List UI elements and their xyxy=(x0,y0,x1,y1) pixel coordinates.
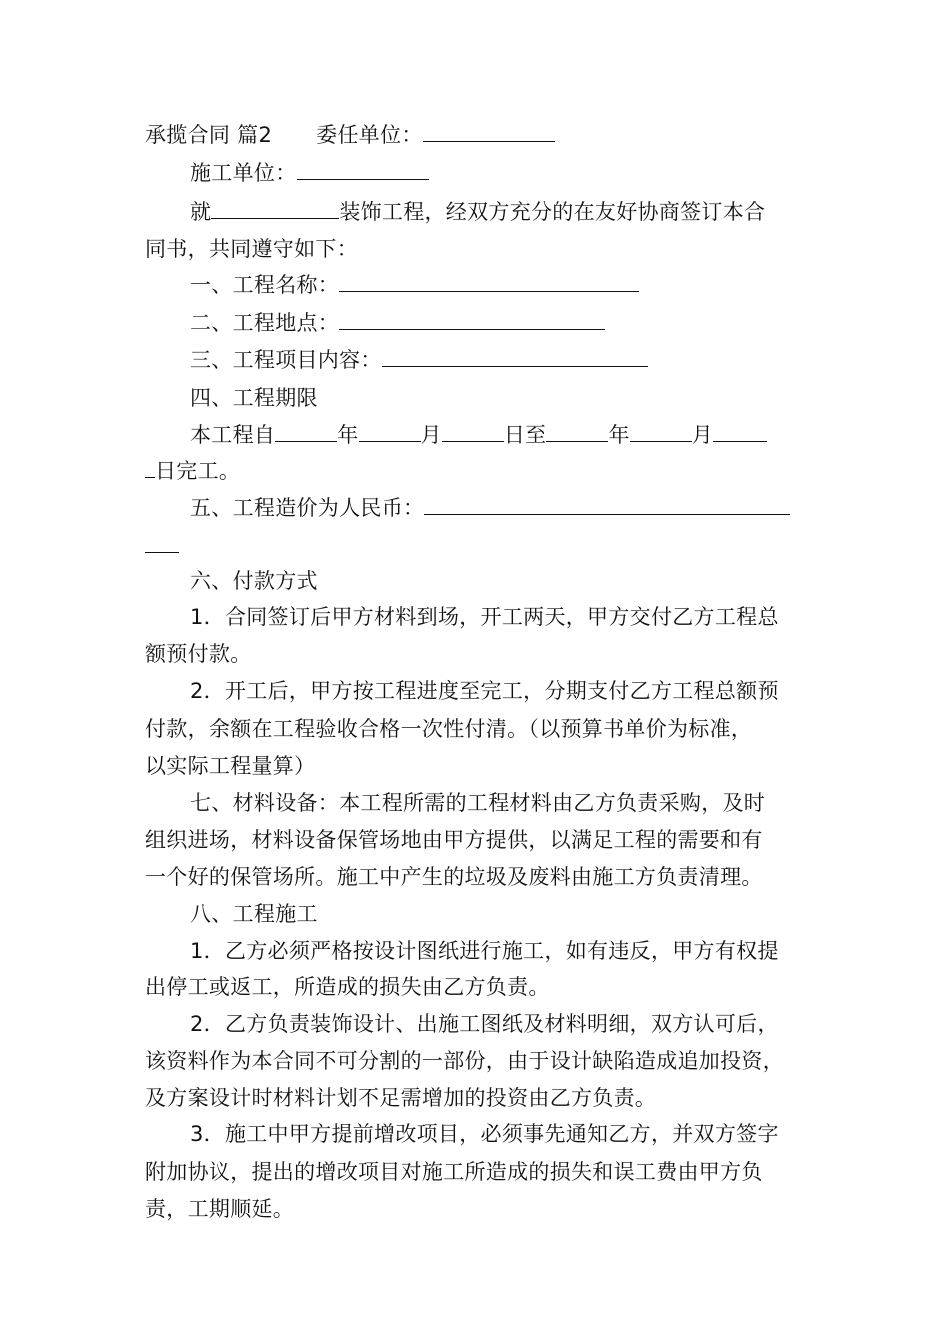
p6-2-line3: 以实际工程量算） xyxy=(145,754,316,778)
item6-title: 六、付款方式 xyxy=(190,569,318,593)
p8-2-line2: 该资料作为本合同不可分割的一部份，由于设计缺陷造成追加投资， xyxy=(145,1049,784,1073)
item3-line xyxy=(190,346,810,374)
period-start: 本工程自 xyxy=(190,423,276,447)
item3-blank xyxy=(382,346,648,367)
p7-line1: 七、材料设备：本工程所需的工程材料由乙方负责采购，及时 xyxy=(190,791,766,815)
intro-suffix: 装饰工程，经双方充分的在友好协商签订本合 xyxy=(339,200,766,224)
p8-2-line1: 2．乙方负责装饰设计、出施工图纸及材料明细，双方认可后， xyxy=(190,1012,779,1036)
item2-label: 二、工程地点： xyxy=(190,311,340,335)
p7-line2: 组织进场，材料设备保管场地由甲方提供，以满足工程的需要和有 xyxy=(145,828,763,852)
end-year-blank xyxy=(546,421,608,442)
project-blank xyxy=(211,198,339,219)
end-day-blank xyxy=(713,421,767,442)
p8-2-line3: 及方案设计时材料计划不足需增加的投资由乙方负责。 xyxy=(145,1086,657,1110)
p8-1-line1: 1．乙方必须严格按设计图纸进行施工，如有违反，甲方有权提 xyxy=(190,939,779,963)
period-end: 日完工。 xyxy=(155,459,241,483)
intro-continuation: 同书，共同遵守如下： xyxy=(145,237,358,261)
end-day-blank-cont xyxy=(145,457,155,478)
contractor-label: 施工单位： xyxy=(190,161,297,185)
item1-label: 一、工程名称： xyxy=(190,273,340,297)
period-line xyxy=(190,421,810,449)
start-day-blank xyxy=(442,421,504,442)
p6-2-line2: 付款，余额在工程验收合格一次性付清。（以预算书单价为标准， xyxy=(145,717,753,741)
p8-3-line1: 3．施工中甲方提前增改项目，必须事先通知乙方，并双方签字 xyxy=(190,1122,779,1146)
client-blank xyxy=(423,121,555,142)
client-label: 委任单位： xyxy=(316,123,423,147)
day-to-text: 日至 xyxy=(503,423,547,447)
document-heading: 承揽合同 篇2 xyxy=(145,123,273,147)
p6-1-line2: 额预付款。 xyxy=(145,642,252,666)
contractor-blank xyxy=(297,159,429,180)
item1-line xyxy=(190,271,810,299)
period-end-line xyxy=(145,457,810,485)
end-month-unit: 月 xyxy=(691,423,714,447)
end-year-unit: 年 xyxy=(608,423,630,447)
price-blank-cont xyxy=(145,532,179,553)
heading-line xyxy=(145,121,810,149)
p8-3-line2: 附加协议，提出的增改项目对施工所造成的损失和误工费由甲方负 xyxy=(145,1160,763,1184)
item2-blank xyxy=(339,309,605,330)
contractor-line xyxy=(190,159,810,187)
intro-prefix: 就 xyxy=(190,200,212,224)
item5-continuation xyxy=(145,532,810,560)
p6-1-line1: 1．合同签订后甲方材料到场，开工两天，甲方交付乙方工程总 xyxy=(190,605,779,629)
item3-label: 三、工程项目内容： xyxy=(190,348,382,372)
item5-line xyxy=(190,494,810,522)
p7-line3: 一个好的保管场所。施工中产生的垃圾及废料由施工方负责清理。 xyxy=(145,865,763,889)
item2-line xyxy=(190,309,810,337)
item8-title: 八、工程施工 xyxy=(190,902,318,926)
intro-line xyxy=(190,198,810,226)
end-month-blank xyxy=(630,421,692,442)
p6-2-line1: 2．开工后，甲方按工程进度至完工，分期支付乙方工程总额预 xyxy=(190,679,779,703)
price-blank xyxy=(424,494,790,515)
p8-3-line3: 责，工期顺延。 xyxy=(145,1197,295,1221)
start-month-unit: 月 xyxy=(420,423,442,447)
item4-title: 四、工程期限 xyxy=(190,386,318,410)
start-month-blank xyxy=(359,421,421,442)
start-year-unit: 年 xyxy=(337,423,359,447)
p8-1-line2: 出停工或返工，所造成的损失由乙方负责。 xyxy=(145,975,550,999)
start-year-blank xyxy=(275,421,337,442)
item5-label: 五、工程造价为人民币： xyxy=(190,496,425,520)
item1-blank xyxy=(339,271,639,292)
